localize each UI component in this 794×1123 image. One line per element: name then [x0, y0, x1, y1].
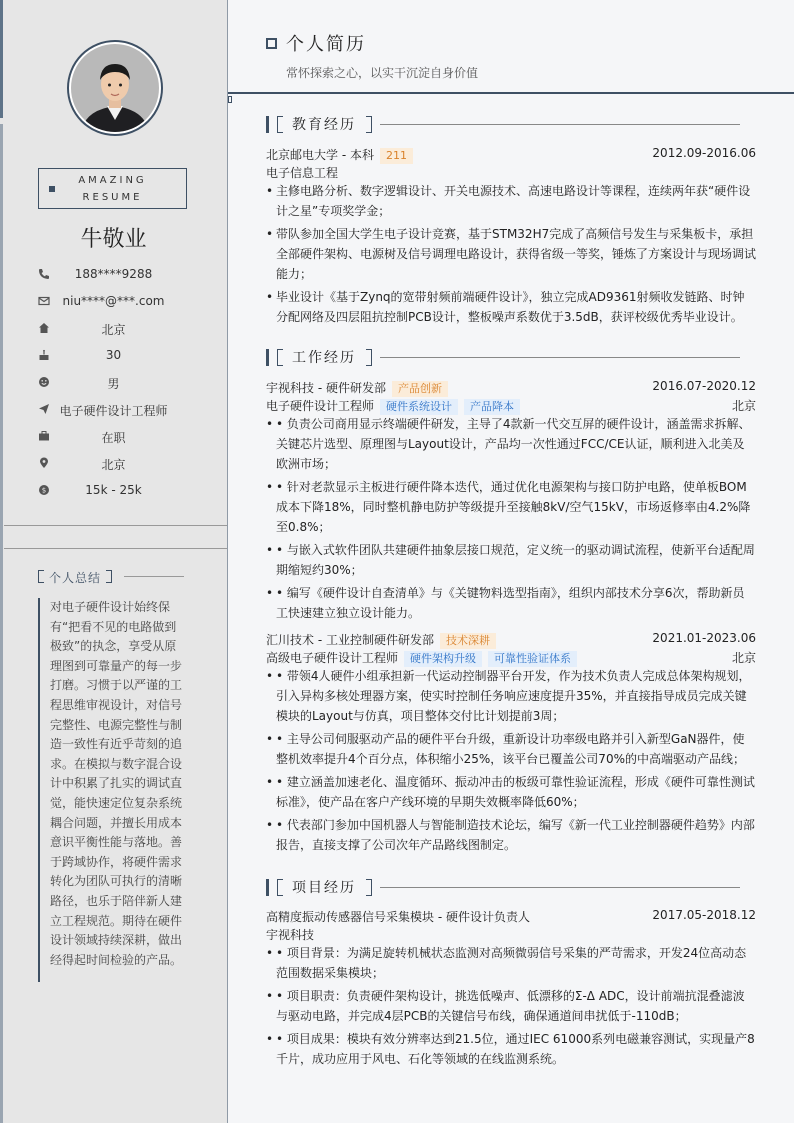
bracket-left-icon: [277, 349, 283, 366]
info-status: [0, 426, 227, 453]
info-email: [0, 291, 227, 318]
job-skill-tag: 硬件架构升级: [404, 651, 482, 667]
job-city: 北京: [731, 399, 756, 413]
list-item: • • 与嵌入式软件团队共建硬件抽象层接口规范，定义统一的驱动调试流程，使新平台适配周期缩短约30%；: [266, 540, 756, 580]
job-skill-tag: 可靠性验证体系: [488, 651, 577, 667]
bracket-right-icon: [366, 879, 372, 896]
info-text: 北京: [101, 458, 126, 472]
job-position: 电子硬件设计工程师: [266, 399, 375, 413]
list-item: • • 主导公司伺服驱动产品的硬件平台升级，重新设计功率级电路并引入新型GaN器件，使整机效率提升4个百分点，体积缩小25%，该平台已覆盖公司70%的中高端驱动产品线；: [266, 729, 756, 769]
job-skill-tag: 硬件系统设计: [380, 399, 458, 415]
job-company: 宇视科技 - 硬件研发部: [266, 381, 386, 395]
school: 北京邮电大学 - 本科: [266, 148, 374, 162]
list-item: • • 针对老款显示主板进行硬件降本迭代，通过优化电源架构与接口防护电路，使单板BOM成本下降18%，同时整机静电防护等级提升至接触8kV/空气15kV，市场返修率由4.2%降至0.8%；: [266, 477, 756, 537]
education-bullets: [266, 181, 756, 330]
job-date: 2021.01-2023.06: [652, 631, 756, 645]
info-text: 北京: [101, 323, 126, 337]
school-tag: 211: [380, 148, 413, 164]
job-tag: 技术深耕: [440, 633, 496, 649]
list-item: • 毕业设计《基于Zynq的宽带射频前端硬件设计》，独立完成AD9361射频收发链路、时钟分配网络及四层阻抗控制PCB设计，整板噪声系数优于3.5dB，获评校级优秀毕业设计。: [266, 287, 756, 327]
project-company: 宇视科技: [266, 928, 315, 942]
svg-text:$: $: [41, 486, 47, 495]
avatar-portrait-icon: [71, 44, 159, 132]
page-subtitle: 常怀探索之心，以实干沉淀自身价值: [286, 66, 479, 80]
bracket-right-icon: [366, 116, 372, 133]
list-item: • 带队参加全国大学生电子设计竞赛，基于STM32H7完成了高频信号发生与采集板卡，承担全部硬件架构、电源树及信号调理电路设计，获得省级一等奖，锤炼了方案设计与现场调试能力；: [266, 224, 756, 284]
list-item: • • 编写《硬件设计自查清单》与《关键物料选型指南》，组织内部技术分享6次，帮助新员工快速建立独立设计能力。: [266, 583, 756, 623]
section-rule: [380, 357, 740, 358]
header-rule-marker: [228, 96, 232, 103]
list-item: • • 建立涵盖加速老化、温度循环、振动冲击的板级可靠性验证流程，形成《硬件可靠性测试标准》，使产品在客户产线环境的早期失效概率降低60%；: [266, 772, 756, 812]
contact-info-list: [0, 264, 227, 507]
sidebar-divider: [4, 525, 227, 526]
education-row: [266, 146, 756, 164]
info-text: 电子硬件设计工程师: [59, 404, 168, 418]
avatar: [67, 40, 163, 136]
info-text: 15k - 25k: [85, 483, 142, 497]
job-city: 北京: [731, 651, 756, 665]
project-row: [266, 908, 756, 925]
summary-text: 对电子硬件设计始终保有“把看不见的电路做到极致”的执念，享受从原理图到可靠量产的每一步打磨。习惯于以严谨的工程思维审视设计，对信号完整性、电源完整性与制造一致性有近乎苛刻的追求。在模拟与数字混合设计中积累了扎实的调试直觉，能快速定位复杂系统耦合问题，并擅长用成本意识平衡性能与落地。善于跨域协作，将硬件需求转化为团队可执行的清晰路径，也乐于陪伴新人建立工程规范。期待在硬件设计领域持续深耕，做出经得起时间检验的产品。: [38, 598, 186, 982]
header-rule: [228, 92, 794, 94]
project-bullets: [266, 943, 756, 1072]
job-2-position-row: [266, 649, 756, 667]
job-skill-tag: 产品降本: [464, 399, 520, 415]
list-item: • • 代表部门参加中国机器人与智能制造技术论坛，编写《新一代工业控制器硬件趋势》内部报告，直接支撑了公司次年产品路线图制定。: [266, 815, 756, 855]
bracket-left-icon: [277, 116, 283, 133]
info-salary: [0, 480, 227, 507]
info-home: [0, 318, 227, 345]
info-text: niu****@***.com: [62, 294, 165, 308]
info-text: 188****9288: [74, 267, 153, 281]
list-item: • • 项目背景：为满足旋转机械状态监测对高频微弱信号采集的严苛需求，开发24位高动态范围数据采集模块；: [266, 943, 756, 983]
sidebar: [0, 0, 228, 1123]
sidebar-divider: [4, 548, 227, 549]
section-rule: [380, 124, 740, 125]
summary-title-rule: [124, 576, 184, 577]
list-item: • 主修电路分析、数字逻辑设计、开关电源技术、高速电路设计等课程，连续两年获“硬件设计之星”专项奖学金；: [266, 181, 756, 221]
bracket-right-icon: [106, 570, 112, 583]
amazing-resume-badge: [38, 168, 187, 209]
job-1-bullets: [266, 414, 756, 626]
job-date: 2016.07-2020.12: [652, 379, 756, 393]
job-2-bullets: [266, 666, 756, 858]
section-title: 项目经历: [292, 880, 356, 896]
job-2-row: [266, 631, 756, 649]
summary-title: [38, 569, 112, 586]
person-name: 牛敬业: [80, 227, 147, 252]
badge-square-icon: [49, 186, 55, 192]
info-position: [0, 399, 227, 426]
education-major: 电子信息工程: [266, 166, 339, 180]
list-item: • • 项目成果：模块有效分辨率达到21.5位，通过IEC 61000系列电磁兼容测试，实现量产8千片，成功应用于风电、石化等领域的在线监测系统。: [266, 1029, 756, 1069]
job-company: 汇川技术 - 工业控制硬件研发部: [266, 633, 434, 647]
info-location: [0, 453, 227, 480]
list-item: • • 带领4人硬件小组承担新一代运动控制器平台开发，作为技术负责人完成总体架构规划，引入异构多核处理器方案，使实时控制任务响应速度提升35%，并直接指导成员完成关键模块的Layout与仿真，项目整体交付比计划提前3周；: [266, 666, 756, 726]
title-square-icon: [266, 38, 277, 49]
badge-line-1: AMAZING: [78, 175, 147, 186]
info-text: 在职: [101, 431, 126, 445]
job-tag: 产品创新: [392, 381, 448, 397]
education-date: 2012.09-2016.06: [652, 146, 756, 160]
sidebar-accent-top: [0, 0, 3, 118]
section-title: 工作经历: [292, 350, 356, 366]
page-title: 个人简历: [286, 34, 366, 55]
job-1-position-row: [266, 397, 756, 415]
section-rule: [380, 887, 740, 888]
bracket-left-icon: [38, 570, 44, 583]
badge-line-2: RESUME: [82, 192, 143, 203]
info-text: 30: [105, 348, 122, 362]
project-name: 高精度振动传感器信号采集模块 - 硬件设计负责人: [266, 910, 530, 924]
info-gender: [0, 372, 227, 399]
bracket-left-icon: [277, 879, 283, 896]
job-1-row: [266, 379, 756, 397]
project-date: 2017.05-2018.12: [652, 908, 756, 922]
info-age: [0, 345, 227, 372]
list-item: • • 项目职责：负责硬件架构设计，挑选低噪声、低漂移的Σ-Δ ADC，设计前端抗混叠滤波与驱动电路，并完成4层PCB的关键信号布线，确保通道间串扰低于-110dB；: [266, 986, 756, 1026]
section-title: 教育经历: [292, 117, 356, 133]
list-item: • • 负责公司商用显示终端硬件研发，主导了4款新一代交互屏的硬件设计，涵盖需求拆解、关键芯片选型、原理图与Layout设计，产品均一次性通过FCC/CE认证，顺利进入北美及欧洲市场；: [266, 414, 756, 474]
summary-title-text: 个人总结: [49, 571, 102, 585]
job-position: 高级电子硬件设计工程师: [266, 651, 399, 665]
info-text: 男: [107, 377, 120, 391]
section-bar-icon: [266, 879, 269, 896]
section-bar-icon: [266, 116, 269, 133]
section-bar-icon: [266, 349, 269, 366]
info-phone: [0, 264, 227, 291]
bracket-right-icon: [366, 349, 372, 366]
